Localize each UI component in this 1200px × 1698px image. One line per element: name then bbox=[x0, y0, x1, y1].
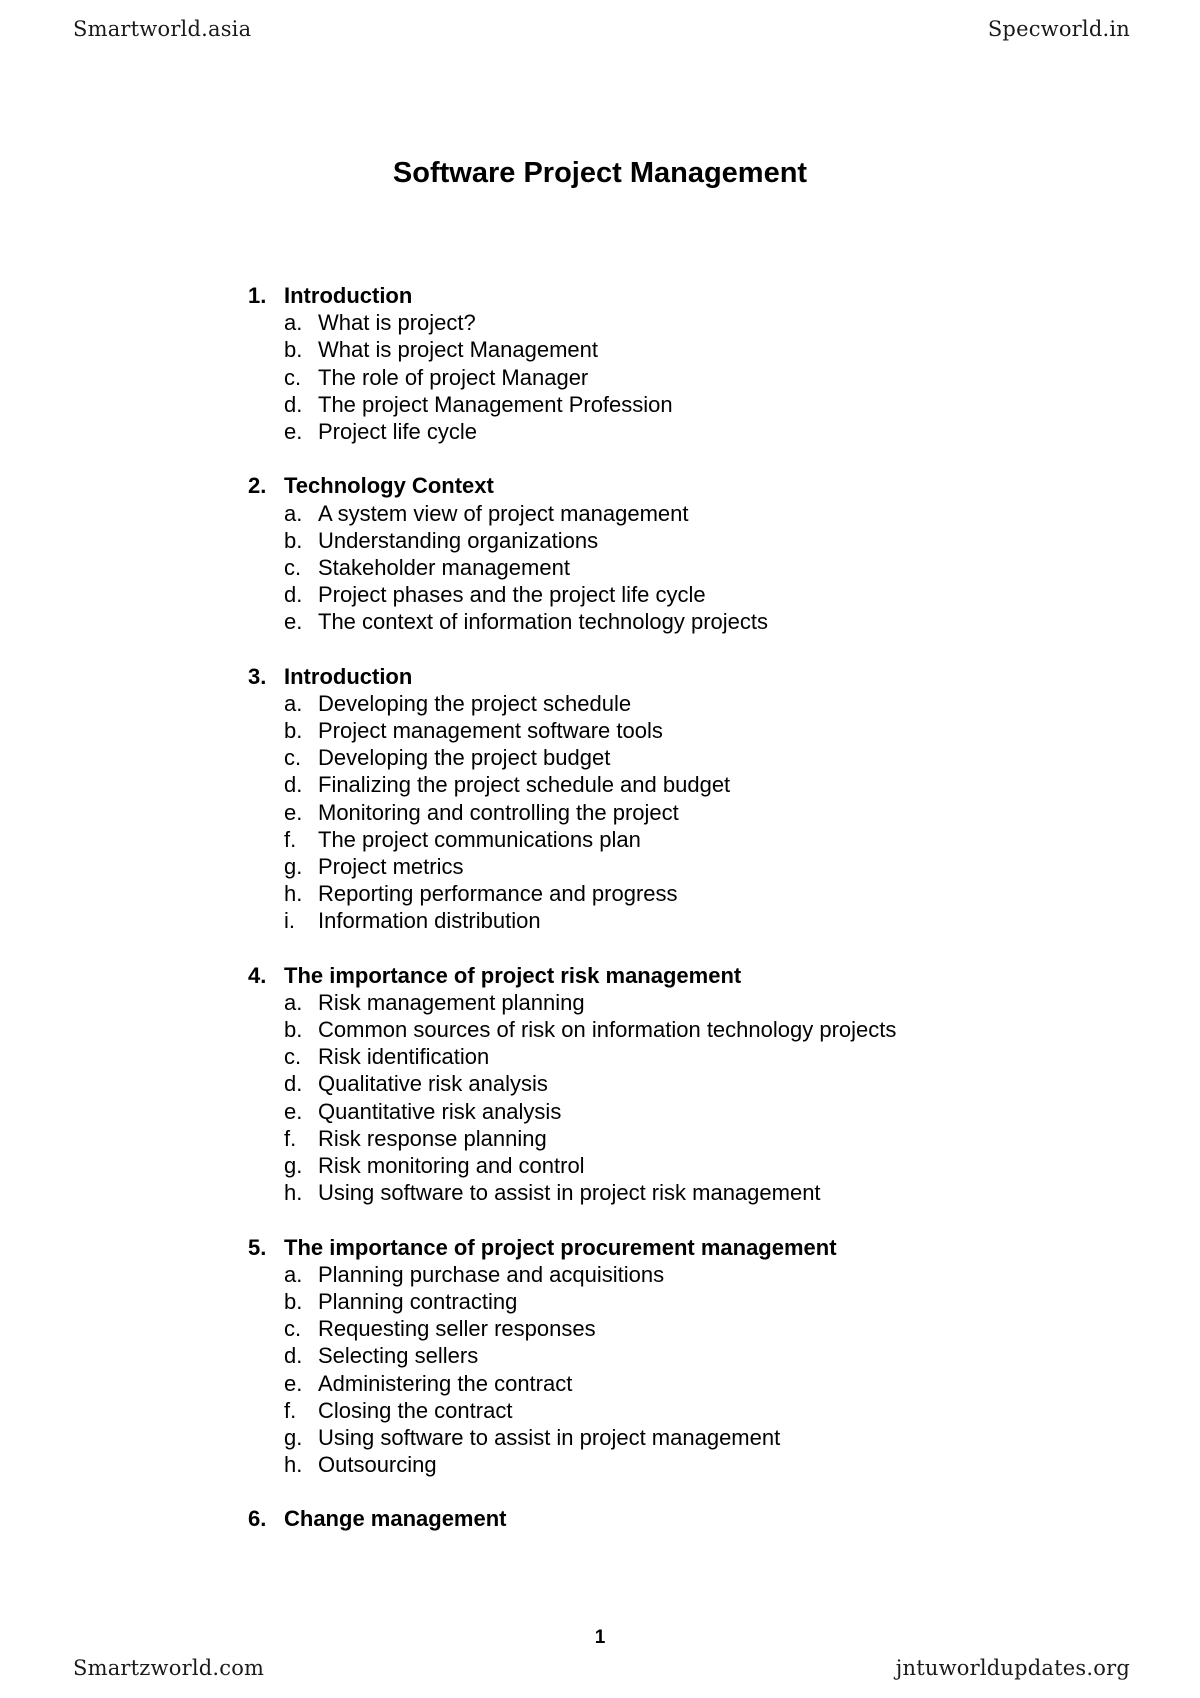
section-heading bbox=[248, 472, 896, 499]
subtopic-text: Understanding organizations bbox=[318, 527, 599, 553]
subtopic-item bbox=[284, 527, 896, 554]
subtopic-letter: f. bbox=[284, 826, 297, 852]
subtopic-text: Risk management planning bbox=[318, 989, 585, 1015]
subtopic-letter: c. bbox=[284, 745, 302, 771]
subtopic-text: Reporting performance and progress bbox=[318, 881, 678, 907]
subtopic-text: Selecting sellers bbox=[318, 1343, 479, 1369]
subtopic-item bbox=[284, 364, 896, 391]
section-title: The importance of project procurement management bbox=[284, 1234, 837, 1260]
subtopic-text: Closing the contract bbox=[318, 1397, 513, 1423]
subtopic-list bbox=[248, 690, 896, 935]
header-left-watermark: Smartworld.asia bbox=[73, 17, 252, 41]
subtopic-letter: f. bbox=[284, 1125, 297, 1151]
table-of-contents bbox=[248, 282, 896, 1560]
section-number: 6. bbox=[248, 1506, 267, 1532]
section-title: Introduction bbox=[284, 663, 413, 689]
subtopic-letter: e. bbox=[284, 1370, 303, 1396]
subtopic-letter: c. bbox=[284, 1044, 302, 1070]
subtopic-text: Quantitative risk analysis bbox=[318, 1098, 562, 1124]
subtopic-item bbox=[284, 608, 896, 635]
subtopic-letter: a. bbox=[284, 1261, 303, 1287]
section-5 bbox=[248, 1234, 896, 1479]
subtopic-item bbox=[284, 744, 896, 771]
subtopic-letter: e. bbox=[284, 609, 303, 635]
subtopic-item bbox=[284, 1016, 896, 1043]
subtopic-letter: c. bbox=[284, 1316, 302, 1342]
subtopic-letter: b. bbox=[284, 1288, 303, 1314]
subtopic-letter: h. bbox=[284, 881, 303, 907]
subtopic-letter: h. bbox=[284, 1452, 303, 1478]
subtopic-letter: g. bbox=[284, 1424, 303, 1450]
subtopic-letter: a. bbox=[284, 310, 303, 336]
subtopic-item bbox=[284, 989, 896, 1016]
subtopic-text: Risk response planning bbox=[318, 1125, 547, 1151]
subtopic-item bbox=[284, 1070, 896, 1097]
section-title: Change management bbox=[284, 1506, 507, 1532]
subtopic-text: The role of project Manager bbox=[318, 364, 589, 390]
subtopic-item bbox=[284, 336, 896, 363]
subtopic-list bbox=[248, 500, 896, 636]
subtopic-item bbox=[284, 1125, 896, 1152]
subtopic-item bbox=[284, 500, 896, 527]
subtopic-item bbox=[284, 1424, 896, 1451]
footer-left-watermark: Smartzworld.com bbox=[73, 1656, 265, 1680]
subtopic-letter: i. bbox=[284, 908, 295, 934]
subtopic-text: What is project Management bbox=[318, 337, 599, 363]
subtopic-item bbox=[284, 1261, 896, 1288]
subtopic-letter: d. bbox=[284, 582, 303, 608]
page-number: 1 bbox=[594, 1627, 606, 1648]
section-title: Introduction bbox=[284, 283, 413, 308]
subtopic-text: Risk monitoring and control bbox=[318, 1153, 585, 1178]
subtopic-list bbox=[248, 309, 896, 445]
subtopic-text: Planning purchase and acquisitions bbox=[318, 1261, 665, 1287]
subtopic-item bbox=[284, 1098, 896, 1125]
subtopic-letter: c. bbox=[284, 554, 302, 580]
section-4 bbox=[248, 962, 896, 1207]
subtopic-letter: a. bbox=[284, 690, 303, 716]
subtopic-text: What is project? bbox=[318, 310, 476, 336]
section-number: 4. bbox=[248, 962, 267, 988]
subtopic-letter: d. bbox=[284, 1343, 303, 1369]
subtopic-text: The project Management Profession bbox=[318, 391, 673, 417]
subtopic-letter: b. bbox=[284, 337, 303, 363]
subtopic-item bbox=[284, 1397, 896, 1424]
subtopic-text: Risk identification bbox=[318, 1044, 490, 1070]
section-number: 2. bbox=[248, 473, 267, 499]
section-heading bbox=[248, 1234, 896, 1261]
subtopic-text: Finalizing the project schedule and budget bbox=[318, 772, 731, 798]
subtopic-letter: e. bbox=[284, 1098, 303, 1124]
subtopic-text: The project communications plan bbox=[318, 826, 641, 852]
subtopic-text: Common sources of risk on information technology projects bbox=[318, 1017, 897, 1043]
subtopic-item bbox=[284, 418, 896, 445]
subtopic-item bbox=[284, 309, 896, 336]
subtopic-list bbox=[248, 989, 896, 1207]
subtopic-item bbox=[284, 690, 896, 717]
subtopic-text: Developing the project budget bbox=[318, 745, 611, 771]
subtopic-text: Project management software tools bbox=[318, 718, 663, 743]
subtopic-letter: a. bbox=[284, 989, 303, 1015]
subtopic-text: Project phases and the project life cycle bbox=[318, 582, 706, 608]
subtopic-text: Using software to assist in project risk management bbox=[318, 1180, 821, 1206]
subtopic-text: Developing the project schedule bbox=[318, 690, 632, 716]
section-2 bbox=[248, 472, 896, 635]
subtopic-text: Using software to assist in project management bbox=[318, 1424, 781, 1450]
subtopic-text: Project life cycle bbox=[318, 418, 477, 444]
subtopic-item bbox=[284, 853, 896, 880]
subtopic-letter: a. bbox=[284, 500, 303, 526]
subtopic-letter: f. bbox=[284, 1397, 297, 1423]
subtopic-text: Administering the contract bbox=[318, 1370, 573, 1396]
subtopic-letter: b. bbox=[284, 718, 303, 743]
section-title: Technology Context bbox=[284, 473, 494, 499]
subtopic-text: Planning contracting bbox=[318, 1288, 518, 1314]
subtopic-letter: b. bbox=[284, 1017, 303, 1043]
section-heading bbox=[248, 282, 896, 309]
subtopic-item bbox=[284, 1451, 896, 1478]
subtopic-item bbox=[284, 907, 896, 934]
subtopic-text: Qualitative risk analysis bbox=[318, 1071, 548, 1097]
subtopic-item bbox=[284, 1315, 896, 1342]
subtopic-item bbox=[284, 799, 896, 826]
subtopic-text: Project metrics bbox=[318, 853, 464, 879]
subtopic-item bbox=[284, 1179, 896, 1206]
page-title: Software Project Management bbox=[392, 157, 808, 189]
section-number: 3. bbox=[248, 663, 267, 689]
subtopic-letter: d. bbox=[284, 1071, 303, 1097]
subtopic-item bbox=[284, 1043, 896, 1070]
header-right-watermark: Specworld.in bbox=[987, 17, 1130, 41]
subtopic-letter: d. bbox=[284, 772, 303, 798]
section-1 bbox=[248, 282, 896, 445]
subtopic-text: The context of information technology projects bbox=[318, 609, 769, 635]
subtopic-text: Requesting seller responses bbox=[318, 1316, 596, 1342]
subtopic-text: Outsourcing bbox=[318, 1452, 437, 1478]
section-heading bbox=[248, 663, 896, 690]
section-title: The importance of project risk management bbox=[284, 962, 742, 988]
subtopic-letter: c. bbox=[284, 364, 302, 390]
section-heading bbox=[248, 1505, 896, 1532]
subtopic-letter: g. bbox=[284, 853, 303, 879]
subtopic-letter: g. bbox=[284, 1153, 303, 1178]
subtopic-item bbox=[284, 1342, 896, 1369]
subtopic-text: A system view of project management bbox=[318, 500, 689, 526]
subtopic-item bbox=[284, 1152, 896, 1179]
subtopic-text: Stakeholder management bbox=[318, 554, 570, 580]
subtopic-item bbox=[284, 826, 896, 853]
subtopic-item bbox=[284, 880, 896, 907]
section-number: 5. bbox=[248, 1234, 267, 1260]
subtopic-text: Monitoring and controlling the project bbox=[318, 799, 679, 825]
subtopic-item bbox=[284, 554, 896, 581]
subtopic-item bbox=[284, 391, 896, 418]
subtopic-letter: e. bbox=[284, 799, 303, 825]
section-number: 1. bbox=[248, 283, 267, 308]
subtopic-item bbox=[284, 581, 896, 608]
footer-right-watermark: jntuworldupdates.org bbox=[895, 1656, 1130, 1680]
subtopic-item bbox=[284, 717, 896, 744]
subtopic-item bbox=[284, 1370, 896, 1397]
subtopic-letter: b. bbox=[284, 527, 303, 553]
section-6 bbox=[248, 1505, 896, 1532]
subtopic-item bbox=[284, 771, 896, 798]
subtopic-text: Information distribution bbox=[318, 908, 541, 934]
subtopic-letter: e. bbox=[284, 418, 303, 444]
subtopic-list bbox=[248, 1261, 896, 1479]
subtopic-letter: h. bbox=[284, 1180, 303, 1206]
subtopic-letter: d. bbox=[284, 391, 303, 417]
subtopic-item bbox=[284, 1288, 896, 1315]
section-3 bbox=[248, 663, 896, 935]
section-heading bbox=[248, 962, 896, 989]
